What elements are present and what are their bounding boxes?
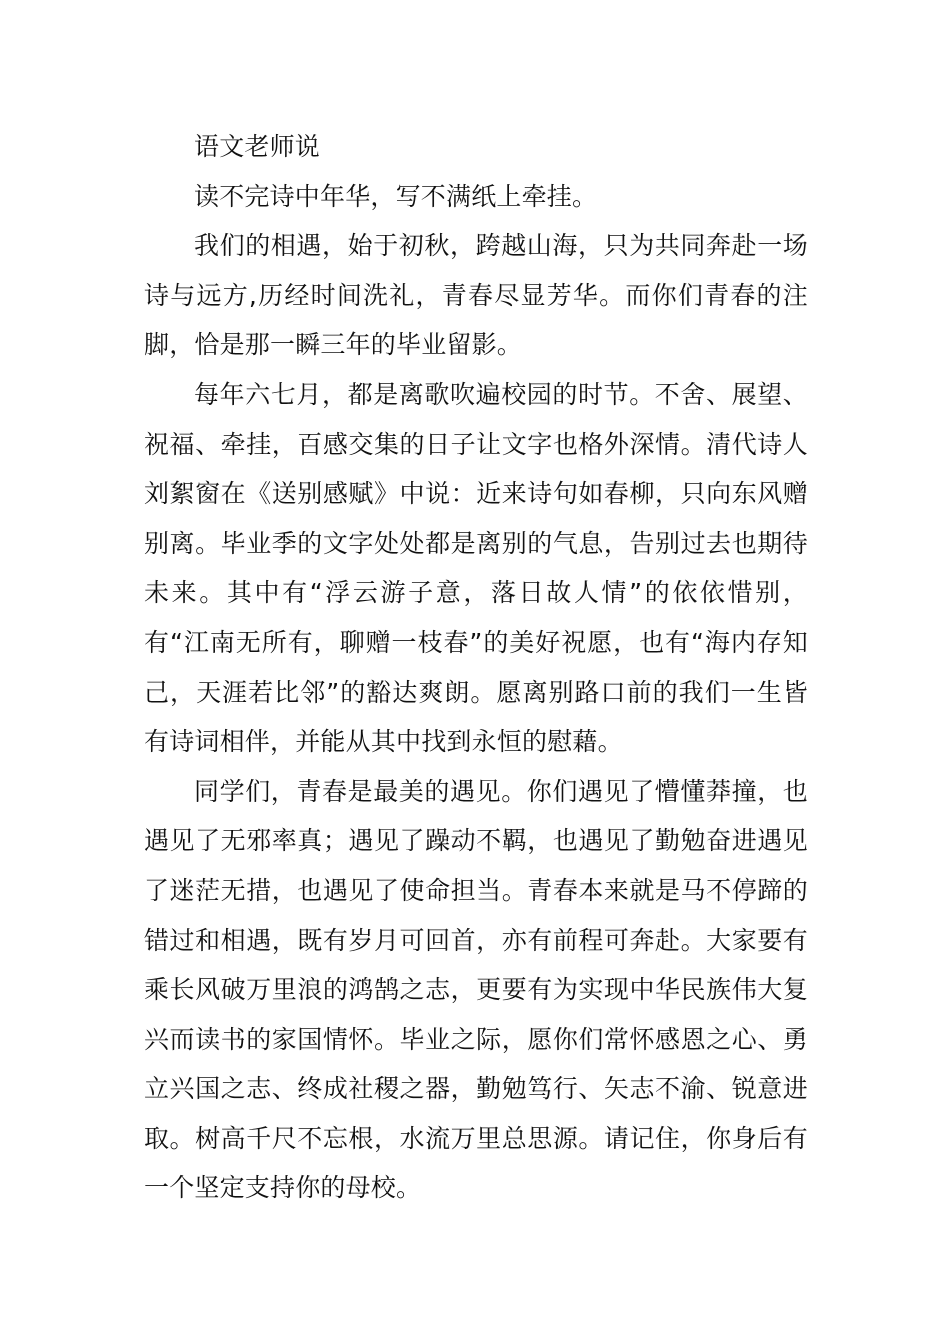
paragraph-opening-line: 读不完诗中年华，写不满纸上牵挂。 <box>194 181 598 211</box>
document-body <box>144 122 808 1213</box>
paragraph-meeting: 我们的相遇，始于初秋，跨越山海，只为共同奔赴一场诗与远方,历经时间洗礼，青春尽显芳华。而你们青春的注脚，恰是那一瞬三年的毕业留影。 <box>144 231 808 360</box>
paragraph-youth-message: 同学们，青春是最美的遇见。你们遇见了懵懂莽撞，也遇见了无邪率真；遇见了躁动不羁，也遇见了勤勉奋进遇见了迷茫无措，也遇见了使命担当。青春本来就是马不停蹄的错过和相遇，既有岁月可回首，亦有前程可奔赴。大家要有乘长风破万里浪的鸿鹄之志，更要有为实现中华民族伟大复兴而读书的家国情怀。毕业之际，愿你们常怀感恩之心、勇立兴国之志、终成社稷之器，勤勉笃行、矢志不渝、锐意进取。树高千尺不忘根，水流万里总思源。请记住，你身后有一个坚定支持你的母校。 <box>144 776 808 1203</box>
paragraph-graduation-season: 每年六七月，都是离歌吹遍校园的时节。不舍、展望、祝福、牵挂，百感交集的日子让文字也格外深情。清代诗人刘絮窗在《送别感赋》中说：近来诗句如春柳，只向东风赠别离。毕业季的文字处处都是离别的气息，告别过去也期待未来。其中有“浮云游子意，落日故人情”的依依惜别，有“江南无所有，聊赠一枝春”的美好祝愿，也有“海内存知己，天涯若比邻”的豁达爽朗。愿离别路口前的我们一生皆有诗词相伴，并能从其中找到永恒的慰藉。 <box>144 379 808 757</box>
document-title: 语文老师说 <box>194 132 321 161</box>
